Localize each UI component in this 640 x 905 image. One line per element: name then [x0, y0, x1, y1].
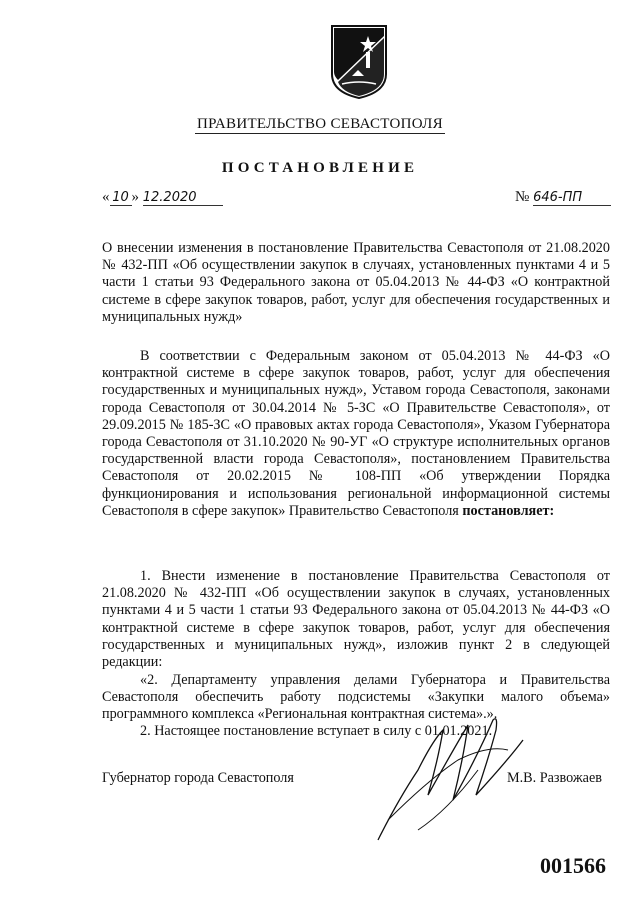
date-day: 10 [110, 190, 132, 206]
decree-item-1 [102, 568, 610, 671]
preamble [102, 348, 610, 520]
handwritten-signature [358, 700, 538, 850]
signatory-position: Губернатор города Севастополя [102, 770, 294, 786]
signatory-name: М.В. Развожаев [507, 770, 602, 786]
item-1-text: 1. Внести изменение в постановление Правительства Севастополя от 21.08.2020 № 432-ПП «Об осуществлении закупок в случаях, установленных пунктами 4 и 5 части 1 статьи 93 Федерального закона от 05.04.2013 № 44-ФЗ «О контрактной системе в сфере закупок товаров, работ, услуг для обеспечения государственных и муниципальных нужд», изложив пункт 2 в следующей редакции: [102, 568, 610, 671]
date-close-quote: » [131, 189, 139, 205]
preamble-text: В соответствии с Федеральным законом от 05.04.2013 № 44-ФЗ «О контрактной системе в сфере закупок товаров, работ, услуг для обеспечения государственных и муниципальных нужд», Уставом города Севастополя, законами города Севастополя от 30.04.2014 № 5-ЗС «О Правительстве Севастополя», от 29.09.2015 № 185-ЗС «О правовых актах города Севастополя», Указом Губернатора города Севастополя от 31.10.2020 № 90-УГ «О структуре исполнительных органов государственной власти города Севастополя», постановлением Правительства Севастополя от 20.02.2015 № 108-ПП «Об утверждении Порядка функционирования и использования региональной информационной системы Севастополя в сфере закупок» Правительство Севастополя [102, 348, 610, 519]
coat-of-arms-emblem [328, 22, 390, 100]
item-1-quote-text: «2. Департаменту управления делами Губернатора и Правительства Севастополя обеспечить работу подсистемы «Закупки малого объема» программного комплекса «Региональная контрактная система».». [102, 672, 610, 723]
decree-date [102, 189, 223, 206]
document-type-heading: ПОСТАНОВЛЕНИЕ [221, 160, 419, 176]
number-value: 646-ПП [533, 190, 611, 206]
decree-title [102, 240, 610, 326]
date-month-year: 12.2020 [143, 190, 223, 206]
decree-title-text: О внесении изменения в постановление Правительства Севастополя от 21.08.2020 № 432-ПП «Об осуществлении закупок в случаях, установленных пунктами 4 и 5 части 1 статьи 93 Федерального закона от 05.04.2013 № 44-ФЗ «О контрактной системе в сфере закупок товаров, работ, услуг для обеспечения государственных и муниципальных нужд» [102, 240, 610, 325]
document-serial-number: 001566 [540, 853, 606, 878]
date-open-quote: « [102, 189, 110, 205]
item-2-text: 2. Настоящее постановление вступает в силу с 01.01.2021. [140, 723, 493, 739]
government-name-text: ПРАВИТЕЛЬСТВО СЕВАСТОПОЛЯ [197, 116, 443, 132]
decree-number [515, 189, 611, 206]
preamble-resolves: постановляет: [462, 502, 555, 519]
government-name [0, 116, 640, 133]
number-sign: № [515, 189, 530, 205]
